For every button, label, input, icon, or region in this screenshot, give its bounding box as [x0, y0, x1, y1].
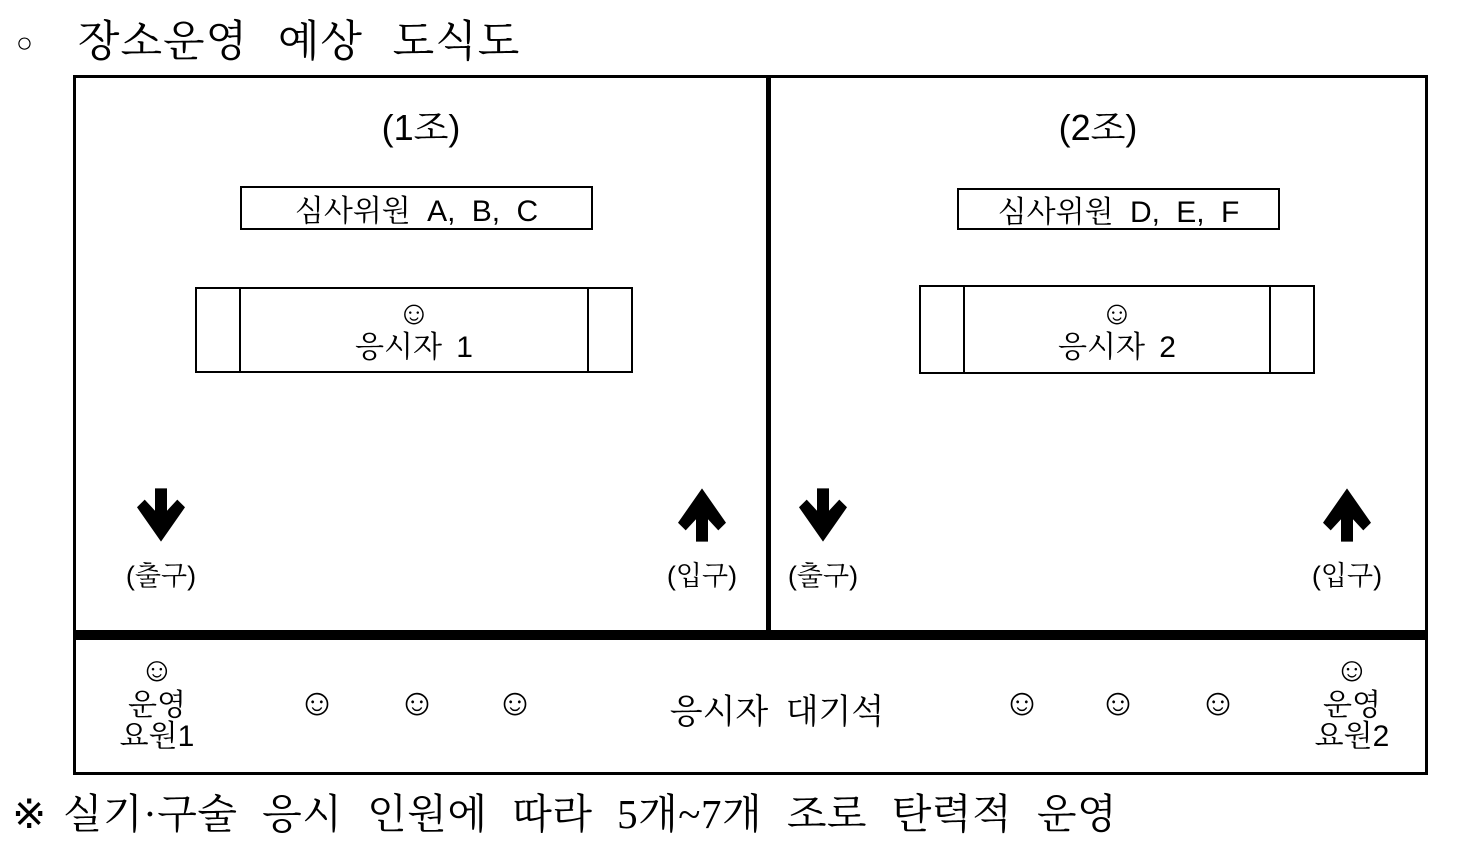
staff2-label-line1: 운영	[1323, 689, 1381, 722]
room1-judges-label: 심사위원 A, B, C	[294, 195, 539, 228]
room1-judges-desk	[240, 186, 593, 230]
room2-desk-right-cell	[1269, 287, 1313, 372]
exam-room-group2	[771, 78, 1425, 630]
up-arrow-icon	[1323, 488, 1371, 542]
waiting-seat-smiley-icon: ☺	[1198, 682, 1238, 724]
page-title	[16, 8, 520, 69]
room2-entrance-label: (입구)	[1311, 561, 1383, 591]
exam-room-group1	[76, 78, 766, 630]
room1-candidate-smiley-icon: ☺	[397, 294, 431, 331]
waiting-seat-smiley-icon: ☺	[1098, 682, 1138, 724]
room2-candidate-label: 응시자 2	[1058, 330, 1176, 364]
waiting-seat-smiley-icon: ☺	[495, 682, 535, 724]
room1-candidate-label: 응시자 1	[355, 331, 473, 364]
title-bullet-icon: ○	[16, 28, 34, 59]
staff1-smiley-icon: ☺	[139, 651, 175, 689]
room2-desk-center-cell	[965, 287, 1269, 372]
room1-entrance-label: (입구)	[666, 561, 738, 591]
down-arrow-icon	[137, 488, 185, 542]
waiting-area	[76, 640, 1425, 772]
staff2-label-line2: 요원2	[1314, 720, 1390, 753]
room2-desk-left-cell	[921, 287, 965, 372]
room2-label: (2조)	[1058, 107, 1138, 148]
room2-exit-label: (출구)	[787, 561, 859, 591]
footnote-marker-icon: ※	[12, 791, 47, 837]
waiting-seat-smiley-icon: ☺	[1002, 682, 1042, 724]
venue-layout-diagram	[73, 75, 1428, 775]
room1-entrance-gate	[642, 488, 762, 593]
room2-judges-label: 심사위원 D, E, F	[997, 196, 1240, 229]
room1-desk-right-cell	[587, 289, 631, 371]
footnote	[12, 781, 1117, 840]
staff-member-1	[97, 650, 217, 752]
down-arrow-icon	[799, 488, 847, 542]
room1-candidate-desk	[195, 287, 633, 373]
room1-label: (1조)	[381, 107, 461, 148]
waiting-seat-smiley-icon: ☺	[397, 682, 437, 724]
page-title-text: 장소운영 예상 도식도	[77, 19, 521, 66]
staff2-smiley-icon: ☺	[1334, 651, 1370, 689]
room-divider-wall	[766, 78, 771, 630]
staff-member-2	[1292, 650, 1412, 752]
room1-exit-label: (출구)	[125, 561, 197, 591]
footnote-text: 실기·구술 응시 인원에 따라 5개~7개 조로 탄력적 운영	[62, 791, 1118, 837]
room1-exit-gate	[101, 488, 221, 593]
room2-judges-desk	[957, 188, 1280, 230]
waiting-seat-smiley-icon: ☺	[297, 682, 337, 724]
waiting-area-separator-wall	[76, 630, 1425, 640]
room1-desk-left-cell	[197, 289, 241, 371]
room1-desk-center-cell	[241, 289, 587, 371]
room2-entrance-gate	[1287, 488, 1407, 593]
waiting-area-label: 응시자 대기석	[669, 693, 885, 731]
staff1-label-line1: 운영	[128, 689, 186, 722]
up-arrow-icon	[678, 488, 726, 542]
staff1-label-line2: 요원1	[119, 720, 195, 753]
room2-exit-gate	[763, 488, 883, 593]
room2-candidate-desk	[919, 285, 1315, 374]
room2-candidate-smiley-icon: ☺	[1100, 293, 1134, 331]
